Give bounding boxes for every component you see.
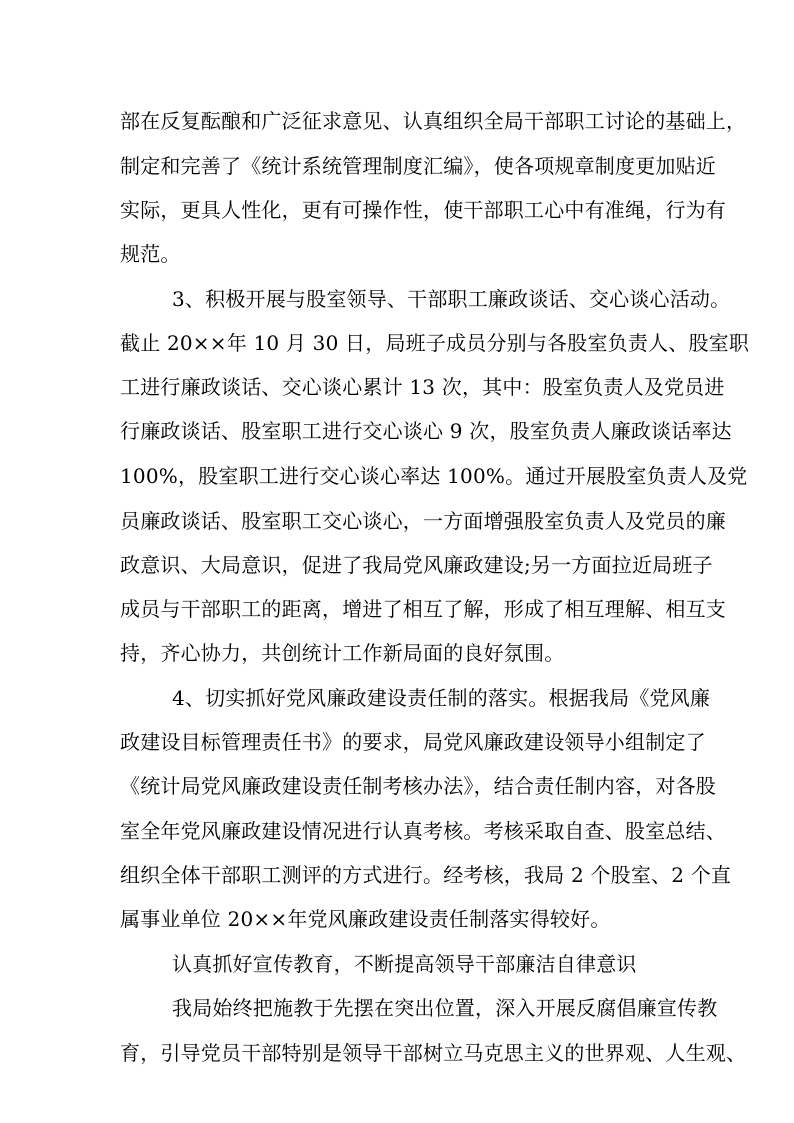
paragraph-line: 室全年党风廉政建设情况进行认真考核。考核采取自查、股室总结、 (120, 819, 726, 843)
paragraph-line: 组织全体干部职工测评的方式进行。经考核，我局 2 个股室、2 个直 (120, 863, 732, 887)
paragraph-line: 规范。 (120, 242, 181, 266)
paragraph-line: 育，引导党员干部特别是领导干部树立马克思主义的世界观、人生观、 (120, 1041, 747, 1065)
paragraph-line: 截止 20××年 10 月 30 日，局班子成员分别与各股室负责人、股室职 (120, 331, 750, 355)
paragraph-line: 属事业单位 20××年党风廉政建设责任制落实得较好。 (120, 907, 611, 931)
paragraph-line: 员廉政谈话、股室职工交心谈心，一方面增强股室负责人及党员的廉 (120, 509, 726, 533)
paragraph-line: 成员与干部职工的距离，增进了相互了解，形成了相互理解、相互支 (120, 597, 726, 621)
section-3-heading-line: 3、积极开展与股室领导、干部职工廉政谈话、交心谈心活动。 (172, 287, 731, 311)
paragraph-line: 制定和完善了《统计系统管理制度汇编》，使各项规章制度更加贴近 (120, 154, 716, 178)
paragraph-line: 《统计局党风廉政建设责任制考核办法》，结合责任制内容，对各股 (120, 774, 716, 798)
paragraph-line: 100%，股室职工进行交心谈心率达 100%。通过开展股室负责人及党 (120, 464, 748, 488)
paragraph-line: 部在反复酝酿和广泛征求意见、认真组织全局干部职工讨论的基础上， (120, 109, 747, 133)
paragraph-line: 持，齐心协力，共创统计工作新局面的良好氛围。 (120, 641, 565, 665)
section-heading: 认真抓好宣传教育，不断提高领导干部廉洁自律意识 (172, 952, 637, 976)
paragraph-line: 工进行廉政谈话、交心谈心累计 13 次，其中：股室负责人及党员进 (120, 375, 725, 399)
paragraph-line: 我局始终把施教于先摆在突出位置，深入开展反腐倡廉宣传教 (172, 996, 718, 1020)
paragraph-line: 实际，更具人性化，更有可操作性，使干部职工心中有准绳，行为有 (120, 198, 726, 222)
paragraph-line: 行廉政谈话、股室职工进行交心谈心 9 次，股室负责人廉政谈话率达 (120, 419, 732, 443)
paragraph-line: 政建设目标管理责任书》的要求，局党风廉政建设领导小组制定了 (120, 730, 706, 754)
paragraph-line: 政意识、大局意识，促进了我局党风廉政建设;另一方面拉近局班子 (120, 553, 713, 577)
section-4-heading-line: 4、切实抓好党风廉政建设责任制的落实。根据我局《党风廉 (172, 686, 711, 710)
